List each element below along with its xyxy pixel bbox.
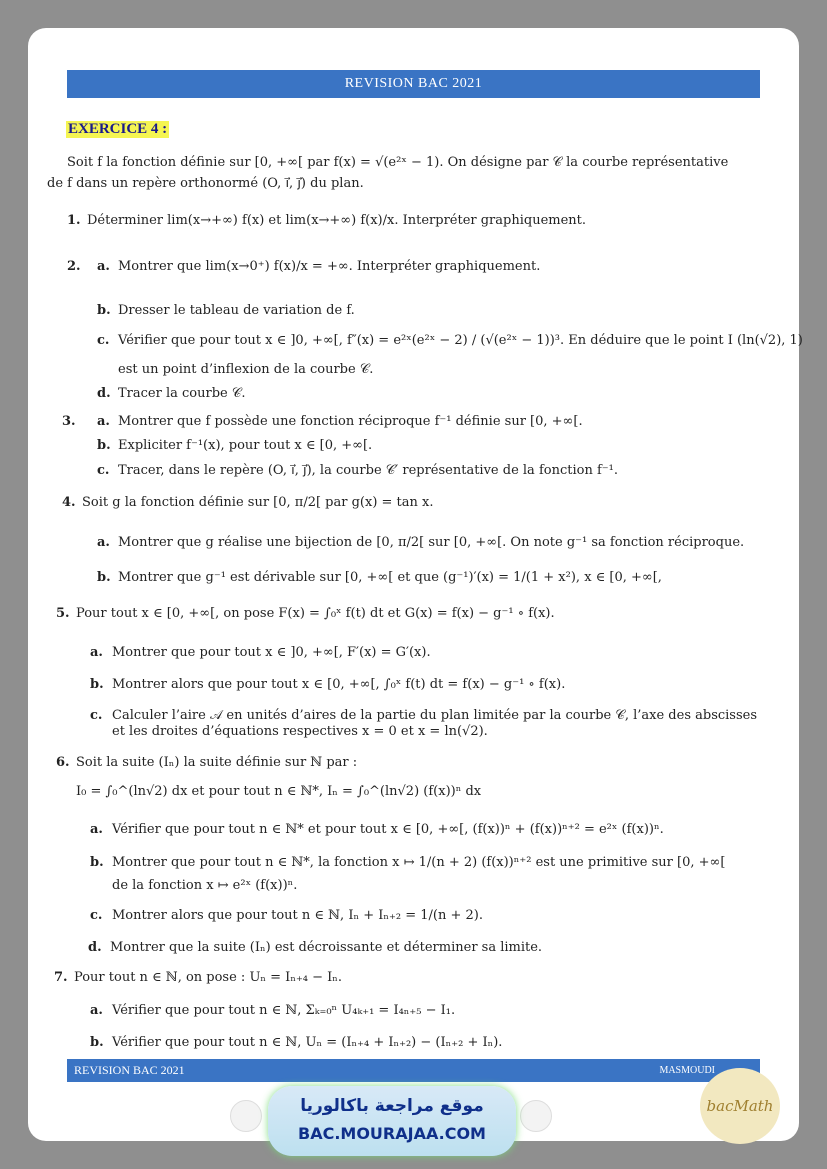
q6b-text-line-2: de la fonction x ↦ e²ˣ (f(x))ⁿ. [112,878,298,893]
q4b-label: b. [97,570,111,585]
q4-number: 4. [62,495,76,510]
q2c-text-line-1: Vérifier que pour tout x ∈ ]0, +∞[, f″(x) = e²ˣ(e²ˣ − 2) / (√(e²ˣ − 1))³. En déduire que le point I (ln(√2), 1) [118,333,803,348]
q2a-label: a. [97,259,110,274]
q6-number: 6. [56,755,70,770]
q7b-text: Vérifier que pour tout n ∈ ℕ, Uₙ = (Iₙ₊₄ + Iₙ₊₂) − (Iₙ₊₂ + Iₙ). [112,1035,503,1050]
brand-logo: bacMath [700,1068,780,1144]
q3a-text: Montrer que f possède une fonction réciproque f⁻¹ définie sur [0, +∞[. [118,414,583,429]
q3b-text: Expliciter f⁻¹(x), pour tout x ∈ [0, +∞[. [118,438,373,453]
q6c-label: c. [90,908,103,923]
left-logo-icon [230,1100,262,1132]
q1-number: 1. [67,213,81,228]
exercise-title: EXERCICE 4 : [68,121,168,137]
q4-text: Soit g la fonction définie sur [0, π/2[ par g(x) = tan x. [82,495,434,510]
q3a-label: a. [97,414,110,429]
q2-number: 2. [67,259,81,274]
q5a-label: a. [90,645,103,660]
q6d-label: d. [88,940,102,955]
q2a-text: Montrer que lim(x→0⁺) f(x)/x = +∞. Interpréter graphiquement. [118,259,541,274]
q7b-label: b. [90,1035,104,1050]
q2d-label: d. [97,386,111,401]
q6b-label: b. [90,855,104,870]
q2c-text-line-2: est un point d’inflexion de la courbe 𝒞. [118,362,374,377]
q6a-text: Vérifier que pour tout n ∈ ℕ* et pour tout x ∈ [0, +∞[, (f(x))ⁿ + (f(x))ⁿ⁺² = e²ˣ (f(x))ⁿ. [112,822,664,837]
q5a-text: Montrer que pour tout x ∈ ]0, +∞[, F′(x) = G′(x). [112,645,431,660]
q5b-label: b. [90,677,104,692]
site-arabic-name: موقع مراجعة باكالوريا [300,1096,484,1116]
q3b-label: b. [97,438,111,453]
footer-banner [67,1059,760,1082]
header-banner: REVISION BAC 2021 [67,70,760,98]
q3c-text: Tracer, dans le repère (O, i⃗, j⃗), la courbe 𝒞′ représentative de la fonction f⁻¹. [118,463,618,478]
q4b-text: Montrer que g⁻¹ est dérivable sur [0, +∞[ et que (g⁻¹)′(x) = 1/(1 + x²), x ∈ [0, +∞[, [118,570,662,585]
intro-line-1: Soit f la fonction définie sur [0, +∞[ par f(x) = √(e²ˣ − 1). On désigne par 𝒞 la courbe représentative [67,155,729,170]
site-url: BAC.MOURAJAA.COM [298,1124,486,1143]
q6c-text: Montrer alors que pour tout n ∈ ℕ, Iₙ + Iₙ₊₂ = 1/(n + 2). [112,908,483,923]
q2b-label: b. [97,303,111,318]
footer-left-text: REVISION BAC 2021 [74,1063,185,1077]
q6b-text-line-1: Montrer que pour tout n ∈ ℕ*, la fonction x ↦ 1/(n + 2) (f(x))ⁿ⁺² est une primitive sur [0, +∞[ [112,855,726,870]
footer-right-text: MASMOUDI [659,1065,715,1076]
q2d-text: Tracer la courbe 𝒞. [118,386,246,401]
q5c-label: c. [90,708,103,723]
q1-text: Déterminer lim(x→+∞) f(x) et lim(x→+∞) f(x)/x. Interpréter graphiquement. [87,213,587,228]
q7a-text: Vérifier que pour tout n ∈ ℕ, Σₖ₌₀ⁿ U₄ₖ₊₁ = I₄ₙ₊₅ − I₁. [112,1003,456,1018]
q4a-text: Montrer que g réalise une bijection de [0, π/2[ sur [0, +∞[. On note g⁻¹ sa fonction réciproque. [118,535,745,550]
intro-line-2: de f dans un repère orthonormé (O, i⃗, j⃗) du plan. [47,176,364,191]
q5-number: 5. [56,606,70,621]
q6d-text: Montrer que la suite (Iₙ) est décroissante et déterminer sa limite. [110,940,543,955]
q7-number: 7. [54,970,68,985]
q7a-label: a. [90,1003,103,1018]
q4a-label: a. [97,535,110,550]
q6a-label: a. [90,822,103,837]
q6-text: Soit la suite (Iₙ) la suite définie sur ℕ par : [76,755,358,770]
q2c-label: c. [97,333,110,348]
q5c-text-line-2: et les droites d’équations respectives x = 0 et x = ln(√2). [112,724,488,739]
q2b-text: Dresser le tableau de variation de f. [118,303,355,318]
right-logo-icon [520,1100,552,1132]
q7-text: Pour tout n ∈ ℕ, on pose : Uₙ = Iₙ₊₄ − Iₙ. [74,970,343,985]
q5b-text: Montrer alors que pour tout x ∈ [0, +∞[, ∫₀ˣ f(t) dt = f(x) − g⁻¹ ∘ f(x). [112,677,566,692]
q3c-label: c. [97,463,110,478]
q3-number: 3. [62,414,76,429]
q6-definition: I₀ = ∫₀^(ln√2) dx et pour tout n ∈ ℕ*, Iₙ = ∫₀^(ln√2) (f(x))ⁿ dx [76,784,482,799]
site-link[interactable] [268,1086,516,1156]
q5c-text-line-1: Calculer l’aire 𝒜 en unités d’aires de la partie du plan limitée par la courbe 𝒞, l’axe des abscisses [112,708,758,723]
q5-text: Pour tout x ∈ [0, +∞[, on pose F(x) = ∫₀ˣ f(t) dt et G(x) = f(x) − g⁻¹ ∘ f(x). [76,606,555,621]
